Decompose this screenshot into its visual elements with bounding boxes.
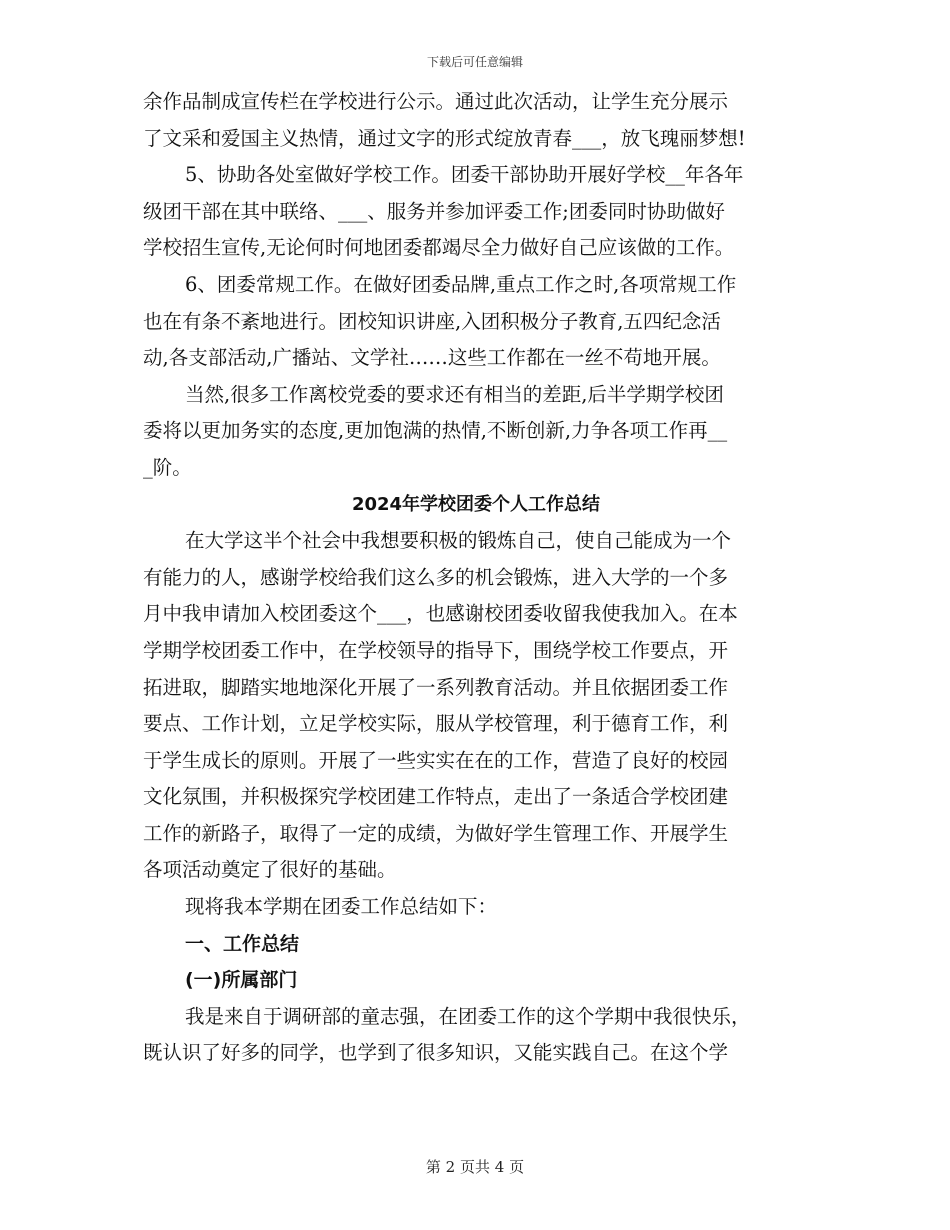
text-line: 于学生成长的原则。开展了一些实实在在的工作，营造了良好的校园: [143, 748, 729, 772]
text-line: 在大学这半个社会中我想要积极的锻炼自己，使自己能成为一个: [185, 529, 732, 553]
text-line: 拓进取，脚踏实地地深化开展了一系列教育活动。并且依据团委工作: [143, 675, 729, 699]
page-number: 第 2 页共 4 页: [425, 1158, 525, 1176]
text-line: 要点、工作计划，立足学校实际，服从学校管理，利于德育工作，利: [143, 712, 729, 736]
text-line: 学期学校团委工作中，在学校领导的指导下，围绕学校工作要点，开: [143, 638, 729, 662]
text-line: 学校招生宣传,无论何时何地团委都竭尽全力做好自己应该做的工作。: [143, 236, 735, 260]
text-line: 月中我申请加入校团委这个___，也感谢校团委收留我使我加入。在本: [143, 602, 738, 626]
subsection-heading: (一)所属部门: [185, 969, 298, 992]
text-line: 动,各支部活动,广播站、文学社……这些工作都在一丝不苟地开展。: [143, 346, 721, 370]
page-header: 下载后可任意编辑: [426, 55, 523, 69]
text-line: 了文采和爱国主义热情，通过文字的形式绽放青春___，放飞瑰丽梦想!: [143, 126, 746, 150]
text-line: 各项活动奠定了很好的基础。: [143, 858, 397, 882]
text-line: 也在有条不紊地进行。团校知识讲座,入团积极分子教育,五四纪念活: [143, 309, 721, 333]
text-line: 6、团委常规工作。在做好团委品牌,重点工作之时,各项常规工作: [185, 272, 737, 296]
document-body: [143, 84, 809, 1072]
text-line: 委将以更加务实的态度,更加饱满的热情,不断创新,力争各项工作再__: [143, 419, 728, 443]
text-line: 既认识了好多的同学，也学到了很多知识，又能实践自己。在这个学: [143, 1041, 729, 1065]
section-heading: 一、工作总结: [185, 932, 300, 955]
text-line: 余作品制成宣传栏在学校进行公示。通过此次活动，让学生充分展示: [143, 90, 729, 113]
text-line: 现将我本学期在团委工作总结如下：: [185, 895, 498, 919]
text-line: 我是来自于调研部的童志强，在团委工作的这个学期中我很快乐，: [185, 1004, 751, 1028]
text-line: 有能力的人，感谢学校给我们这么多的机会锻炼，进入大学的一个多: [143, 565, 729, 589]
text-line: 工作的新路子，取得了一定的成绩，为做好学生管理工作、开展学生: [143, 821, 729, 845]
text-line: 当然,很多工作离校党委的要求还有相当的差距,后半学期学校团: [185, 382, 724, 406]
section-title: 2024年学校团委个人工作总结: [351, 493, 601, 515]
text-line: _阶。: [143, 455, 192, 479]
text-line: 5、协助各处室做好学校工作。团委干部协助开展好学校__年各年: [185, 163, 744, 187]
text-line: 级团干部在其中联络、___、服务并参加评委工作;团委同时协助做好: [143, 199, 725, 223]
text-line: 文化氛围，并积极探究学校团建工作特点，走出了一条适合学校团建: [143, 785, 729, 809]
